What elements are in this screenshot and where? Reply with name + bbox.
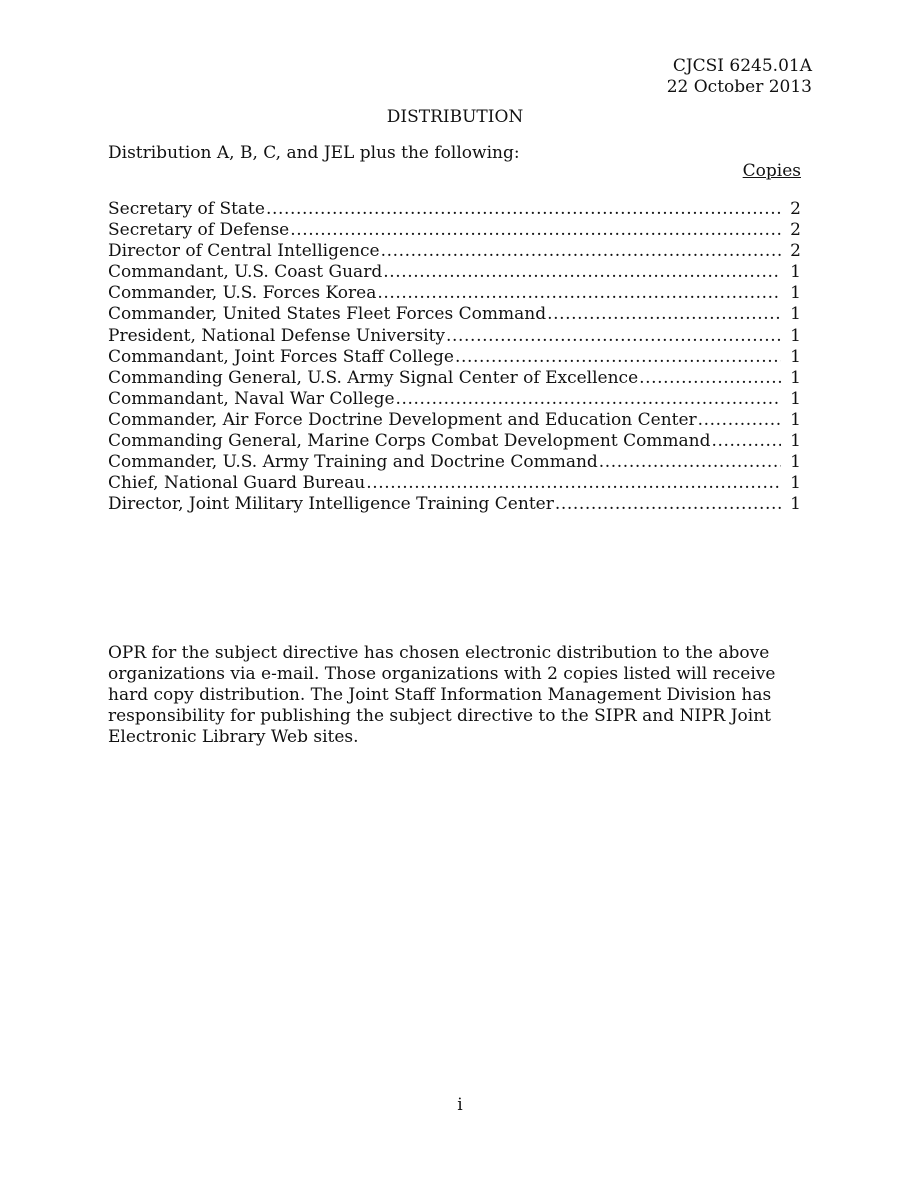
page-number: i [457, 1095, 463, 1115]
copies-column-header: Copies [742, 161, 801, 181]
dot-leader [383, 262, 781, 283]
organization-name: Commander, U.S. Army Training and Doctrine Command [108, 452, 598, 473]
dot-leader [381, 241, 781, 262]
list-item [108, 368, 801, 389]
dot-leader [698, 410, 781, 431]
copy-count: 1 [790, 388, 801, 409]
list-item [108, 199, 801, 220]
copy-count: 2 [790, 220, 801, 241]
copy-count: 1 [790, 367, 801, 388]
organization-name: Commander, United States Fleet Forces Command [108, 304, 547, 325]
list-item [108, 473, 801, 494]
organization-name: Secretary of State [108, 199, 265, 219]
organization-name: Chief, National Guard Bureau [108, 473, 366, 494]
copy-count: 1 [790, 452, 801, 473]
dot-leader [377, 283, 781, 304]
distribution-intro: Distribution A, B, C, and JEL plus the following: [108, 143, 520, 163]
dot-leader [266, 199, 781, 220]
dot-leader [455, 347, 781, 368]
organization-name: Commandant, U.S. Coast Guard [108, 262, 383, 283]
organization-name: Commander, U.S. Forces Korea [108, 283, 377, 304]
dot-leader [290, 220, 781, 241]
document-date: 22 October 2013 [666, 77, 812, 97]
list-item [108, 241, 801, 262]
organization-name: Commandant, Naval War College [108, 388, 395, 409]
dot-leader [639, 368, 781, 389]
copy-count: 1 [790, 473, 801, 494]
list-item [108, 494, 801, 515]
organization-name: Commanding General, Marine Corps Combat Development Command [108, 431, 711, 452]
dot-leader [366, 473, 781, 494]
copy-count: 1 [790, 409, 801, 430]
organization-name: Secretary of Defense [108, 220, 290, 241]
organization-name: Director of Central Intelligence [108, 241, 380, 262]
list-item [108, 452, 801, 473]
organization-name: Commander, Air Force Doctrine Development and Education Center [108, 409, 697, 430]
dot-leader [712, 431, 781, 452]
list-item [108, 283, 801, 304]
document-header [667, 56, 812, 98]
copy-count: 1 [790, 325, 801, 346]
copy-count: 2 [790, 199, 801, 219]
copy-count: 1 [790, 283, 801, 304]
copy-count: 1 [790, 346, 801, 367]
list-item [108, 431, 801, 452]
list-item [108, 304, 801, 325]
document-id: CJCSI 6245.01A [672, 56, 812, 76]
dot-leader [555, 494, 781, 515]
copy-count: 1 [790, 262, 801, 283]
organization-name: Commanding General, U.S. Army Signal Center of Excellence [108, 367, 639, 388]
list-item [108, 220, 801, 241]
list-item [108, 389, 801, 410]
dot-leader [396, 389, 781, 410]
organization-name: Commandant, Joint Forces Staff College [108, 346, 454, 367]
list-item [108, 326, 801, 347]
page-title: DISTRIBUTION [386, 107, 524, 127]
dot-leader [599, 452, 781, 473]
dot-leader [446, 326, 781, 347]
copy-count: 1 [790, 304, 801, 325]
distribution-note: OPR for the subject directive has chosen electronic distribution to the above organizations via e-mail. Those organizations with 2 copies listed will receive hard copy distribution. The Joint Staff Information Management Division has responsibility for publishing the subject directive to the SIPR and NIPR Joint Electronic Library Web sites. [108, 643, 776, 748]
dot-leader [547, 304, 781, 325]
list-item [108, 347, 801, 368]
copy-count: 1 [790, 494, 801, 515]
distribution-list [108, 199, 801, 515]
copy-count: 2 [790, 241, 801, 262]
list-item [108, 410, 801, 431]
organization-name: President, National Defense University [108, 325, 446, 346]
organization-name: Director, Joint Military Intelligence Training Center [108, 494, 554, 515]
list-item [108, 262, 801, 283]
copy-count: 1 [790, 431, 801, 452]
